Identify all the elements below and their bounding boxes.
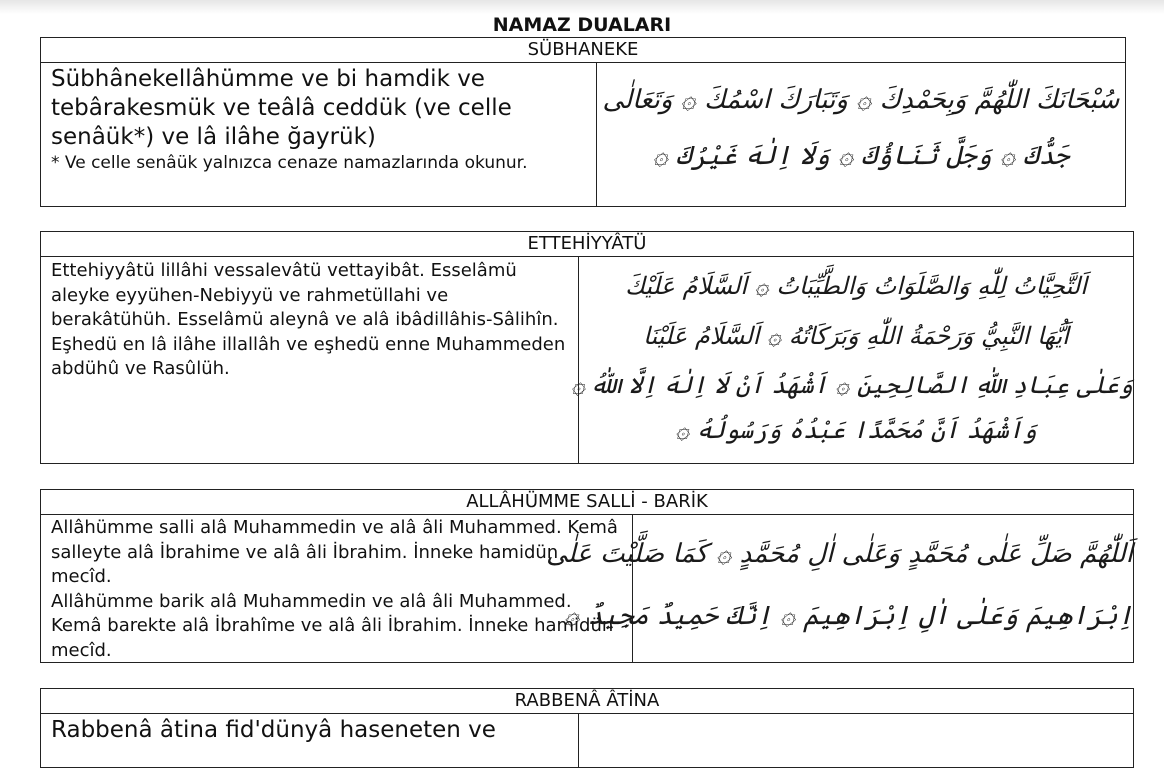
arabic-line: جَدُّكَ ۞ وَجَلَّ ثَنَاؤُكَ ۞ وَلَا اِلٰهَ غَيْرُكَ ۞ xyxy=(652,141,1070,171)
subhaneke-table xyxy=(40,37,1126,207)
ettehiyyatu-text: Ettehiyyâtü lillâhi vessalevâtü vettayibât. Esselâmü aleyke eyyühen-Nebiyyü ve rahmetüllahi ve berakâtühüh. Esselâmü aleynâ ve alâ ibâdillâhis-Sâlihîn. Eşhedü en lâ ilâhe illallâh ve eşhedü enne Muhammeden abdühû ve Rasûlüh. xyxy=(51,260,566,379)
arabic-line: وَعَلٰى عِبَادِ اللّٰهِ الصَّالِحِينَ ۞ اَشْهَدُ اَنْ لَا اِلٰهَ اِلَّا اللّٰهُ ۞ xyxy=(570,371,1133,399)
subhaneke-row xyxy=(41,63,1125,206)
ettehiyyatu-transliteration xyxy=(41,257,579,463)
document-title: NAMAZ DUALARI xyxy=(492,14,672,36)
rabbena-atina-arabic xyxy=(579,714,1133,767)
subhaneke-note: * Ve celle senâük yalnızca cenaze namazlarında okunur. xyxy=(51,153,528,173)
rabbena-atina-heading: RABBENÂ ÂTİNA xyxy=(41,689,1133,714)
arabic-line: اَلتَّحِيَّاتُ لِلّٰهِ وَالصَّلَوَاتُ وَالطَّيِّبَاتُ ۞ اَلسَّلَامُ عَلَيْكَ xyxy=(625,272,1087,300)
subhaneke-heading: SÜBHANEKE xyxy=(41,38,1125,63)
subhaneke-transliteration xyxy=(41,63,597,206)
rabbena-atina-table xyxy=(40,688,1134,768)
ettehiyyatu-row xyxy=(41,257,1133,463)
subhaneke-text: Sübhânekellâhümme ve bi hamdik ve tebârakesmük ve teâlâ ceddük (ve celle senâük*) ve lâ ilâhe ğayrük) xyxy=(51,66,512,150)
ettehiyyatu-arabic xyxy=(570,257,1133,463)
top-shadow xyxy=(0,0,1164,14)
arabic-line: اَيُّهَا النَّبِيُّ وَرَحْمَةُ اللّٰهِ وَبَرَكَاتُهُ ۞ اَلسَّلَامُ عَلَيْنَا xyxy=(643,322,1069,350)
rabbena-atina-transliteration xyxy=(41,714,579,767)
arabic-line: اَللّٰهُمَّ صَلِّ عَلٰى مُحَمَّدٍ وَعَلٰى اٰلِ مُحَمَّدٍ ۞ كَمَا صَلَّيْتَ عَلٰى xyxy=(546,539,1133,569)
arabic-line: اِبْرَاهِيمَ وَعَلٰى اٰلِ اِبْرَاهِيمَ ۞ اِنَّكَ حَمِيدٌ مَجِيدٌ ۞ xyxy=(564,601,1133,631)
barik-text: Allâhümme barik alâ Muhammedin ve alâ âli Muhammed. Kemâ barekte alâ İbrahîme ve alâ âli İbrahim. İnneke hamidün mecîd. xyxy=(51,590,614,661)
salli-text: Allâhümme salli alâ Muhammedin ve alâ âli Muhammed. Kemâ salleyte alâ İbrahime ve alâ âli İbrahim. İnneke hamidün mecîd. xyxy=(51,517,618,587)
ettehiyyatu-table xyxy=(40,231,1134,464)
rabbena-atina-text: Rabbenâ âtina fid'dünyâ haseneten ve xyxy=(51,717,496,743)
ettehiyyatu-heading: ETTEHİYYÂTÜ xyxy=(41,232,1133,257)
rabbena-atina-row xyxy=(41,714,1133,767)
arabic-line: سُبْحَانَكَ اللّٰهُمَّ وَبِحَمْدِكَ ۞ وَتَبَارَكَ اسْمُكَ ۞ وَتَعَالٰى xyxy=(602,85,1120,115)
subhaneke-arabic xyxy=(597,63,1125,206)
arabic-line: وَاَشْهَدُ اَنَّ مُحَمَّدًا عَبْدُهُ وَرَسُولُهُ ۞ xyxy=(675,416,1037,444)
salli-barik-table xyxy=(40,489,1134,663)
salli-barik-arabic xyxy=(546,515,1133,662)
salli-barik-transliteration xyxy=(41,515,633,662)
salli-barik-heading: ALLÂHÜMME SALLİ - BARİK xyxy=(41,490,1133,515)
salli-barik-row xyxy=(41,515,1133,662)
